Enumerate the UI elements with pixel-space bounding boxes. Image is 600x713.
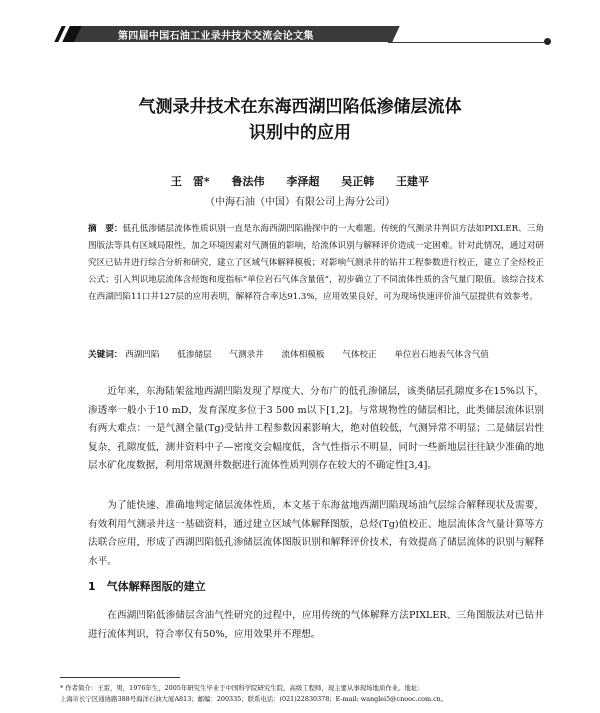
author: 王建平 (396, 175, 430, 188)
body-paragraph-2: 为了能快速、准确地判定储层流体性质，本文基于东海盆地西湖凹陷现场油气层综合解释现状及需要，有效利用气测录井这一基础资料，通过建立区域气体解释图版，总烃(Tg)值校正、地层流体含气量计算等方法联合应用，形成了西湖凹陷低孔渗储层流体图版识别和解释评价技术，有效提高了储层流体的识别与解释水平。 (88, 500, 544, 567)
keyword: 气体校正 (342, 350, 377, 360)
proceedings-banner (58, 24, 548, 44)
footnote-line-2: 上海市长宁区通协路388号海洋石油大厦A813；邮编：200335；联系电话：(021)22830378；E-mail: wanglei5@cnooc.com.cn。 (60, 695, 448, 703)
body-paragraph-3: 在西湖凹陷低渗储层含油气性研究的过程中，应用传统的气体解释方法PIXLER、三角图版法对已钻井进行流体判识，符合率仅有50%，应用效果并不理想。 (88, 610, 544, 640)
footnote-line-1: * 作者简介：王雷，男，1976年生，2005年研究生毕业于中国科学院研究生院，高级工程师，现主要从事现场地质作业。地址： (60, 684, 424, 692)
affiliation: （中海石油（中国）有限公司上海分公司） (205, 197, 395, 208)
author: 吴正韩 (341, 175, 375, 188)
keyword: 气测录井 (229, 350, 264, 360)
keyword: 西湖凹陷 (125, 350, 160, 360)
abstract-label: 摘 要： (88, 224, 123, 234)
keywords (88, 348, 558, 360)
keywords-label: 关键词： (88, 350, 123, 360)
author: 鲁法伟 (231, 175, 265, 188)
keyword: 低渗储层 (177, 350, 212, 360)
author: 王 雷* (170, 175, 210, 188)
keyword: 单位岩石地表气体含气值 (394, 350, 489, 360)
author-footnote (60, 683, 540, 705)
section-heading: 1 气体解释图版的建立 (88, 580, 206, 593)
author-list (0, 173, 600, 189)
abstract-text: 低孔低渗储层流体性质识别一直是东海西湖凹陷勘探中的一大难题。传统的气测录井判识方法如PIXLER、三角图版法等具有区域局限性，加之环境因素对气测值的影响，给流体识别与解释评价造成一定困难。针对此情况，通过对研究区已钻井进行综合分析和研究，建立了区域气体解释模板；对影响气测录井的钻井工程参数进行校正，建立了全烃校正公式；引入判识地层流体含烃饱和度指标“单位岩石气体含量值”，初步确立了不同流体性质的含气量门限值。该综合技术在西湖凹陷11口井127层的应用表明，解释符合率达91.3%，应用效果良好，可为现场快速评价油气层提供有效参考。 (88, 224, 544, 302)
footnote-divider (60, 677, 180, 678)
author: 李泽超 (286, 175, 320, 188)
abstract (88, 221, 544, 306)
paper-title-line-2: 识别中的应用 (249, 123, 351, 143)
paper-title-line-1: 气测录井技术在东海西湖凹陷低渗储层流体 (138, 97, 462, 117)
body-paragraph-1: 近年来，东海陆架盆地西湖凹陷发现了厚度大、分布广的低孔渗储层，该类储层孔隙度多在15%以下，渗透率一般小于10 mD，发育深度多位于3 500 m以下[1,2]。与常规物性的储层相比，此类储层流体识别有两大难点：一是气测全量(Tg)受钻井工程参数因素影响大，绝对值较低，气测异常不明显；二是储层岩性复杂，孔隙度低，测井资料中子—密度交会幅度低，含气性指示不明显，同时一些新地层往往缺少准确的地层水矿化度数据，利用常规测井数据进行流体性质判别存在较大的不确定性[3,4]。 (88, 386, 544, 471)
banner-rule (388, 42, 544, 43)
banner-title: 第四届中国石油工业录井技术交流会论文集 (118, 31, 314, 42)
keyword: 流体相模板 (281, 350, 325, 360)
banner-dot-icon (544, 38, 551, 45)
